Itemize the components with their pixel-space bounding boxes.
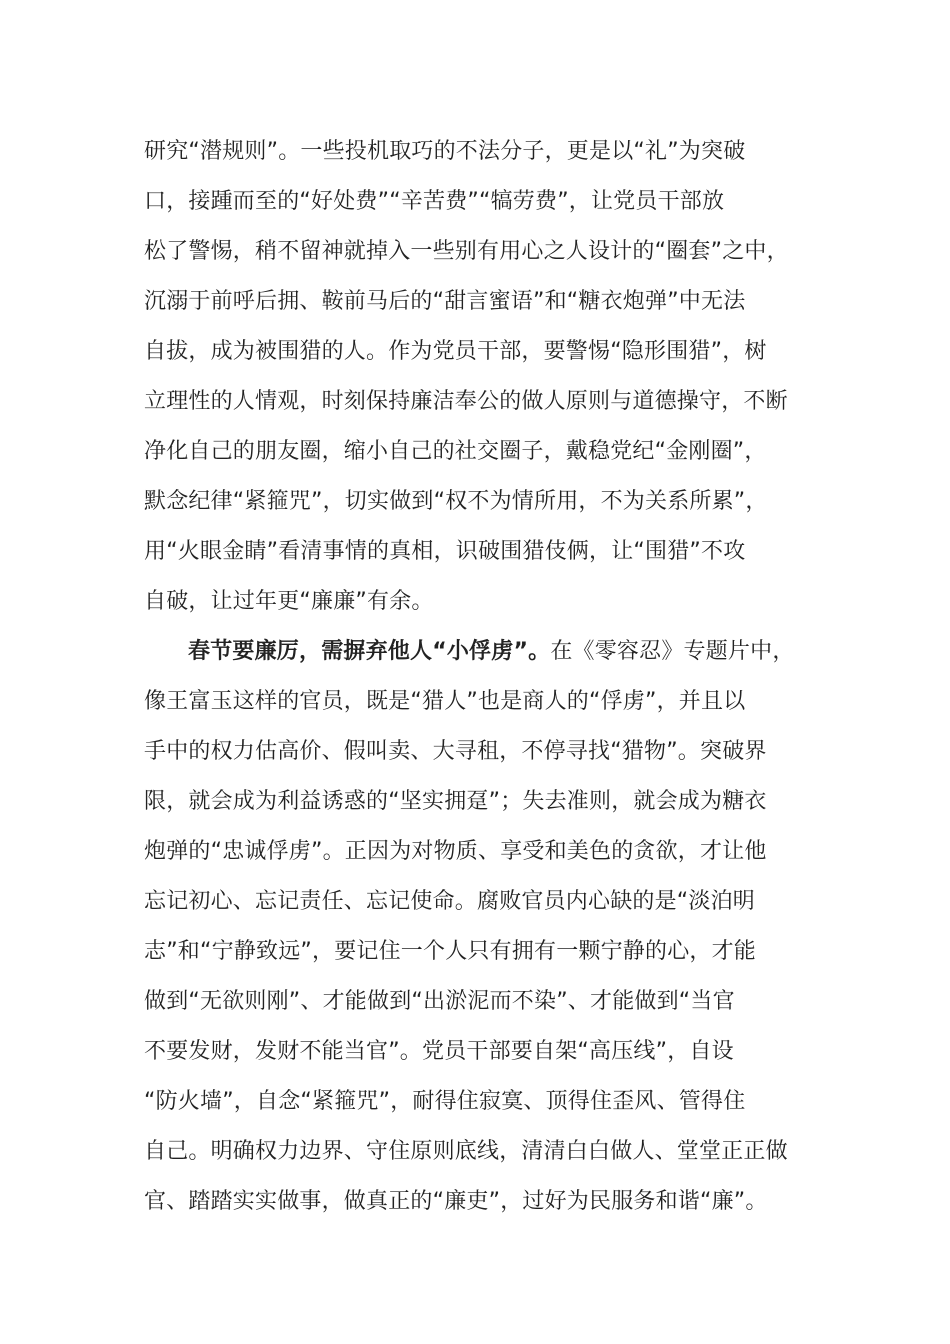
paragraph-line: 松了警惕，稍不留神就掉入一些别有用心之人设计的“圈套”之中， bbox=[144, 239, 789, 264]
paragraph-line: 自拔，成为被围猎的人。作为党员干部，要警惕“隐形围猎”，树 bbox=[144, 339, 767, 364]
paragraph-2 bbox=[144, 627, 824, 1227]
paragraph-line: 像王富玉这样的官员，既是“猎人”也是商人的“俘虏”，并且以 bbox=[144, 689, 746, 714]
paragraph-line: 研究“潜规则”。一些投机取巧的不法分子，更是以“礼”为突破 bbox=[144, 139, 746, 164]
paragraph-line: 做到“无欲则刚”、才能做到“出淤泥而不染”、才能做到“当官 bbox=[144, 989, 735, 1014]
paragraph-line: 官、踏踏实实做事，做真正的“廉吏”，过好为民服务和谐“廉”。 bbox=[144, 1189, 768, 1214]
paragraph-heading: 春节要廉厉，需摒弃他人“小俘虏”。 bbox=[188, 639, 551, 664]
paragraph-line: 忘记初心、忘记责任、忘记使命。腐败官员内心缺的是“淡泊明 bbox=[144, 889, 755, 914]
paragraph-line: 不要发财，发财不能当官”。党员干部要自架“高压线”，自设 bbox=[144, 1039, 734, 1064]
paragraph-first-line-text: 在《零容忍》专题片中， bbox=[550, 639, 795, 664]
paragraph-line: 净化自己的朋友圈，缩小自己的社交圈子，戴稳党纪“金刚圈”， bbox=[144, 439, 767, 464]
paragraph-line: 立理性的人情观，时刻保持廉洁奉公的做人原则与道德操守，不断 bbox=[144, 389, 788, 414]
paragraph-line: 默念纪律“紧箍咒”，切实做到“权不为情所用，不为关系所累”， bbox=[144, 489, 768, 514]
paragraph-line: 口，接踵而至的“好处费”“辛苦费”“犒劳费”，让党员干部放 bbox=[144, 189, 725, 214]
paragraph-line: 自破，让过年更“廉廉”有余。 bbox=[144, 589, 434, 614]
paragraph-line: 沉溺于前呼后拥、鞍前马后的“甜言蜜语”和“糖衣炮弹”中无法 bbox=[144, 289, 746, 314]
paragraph-line: 手中的权力估高价、假叫卖、大寻租，不停寻找“猎物”。突破界 bbox=[144, 739, 767, 764]
paragraph-line: 自己。明确权力边界、守住原则底线，清清白白做人、堂堂正正做 bbox=[144, 1139, 788, 1164]
document-body bbox=[144, 127, 824, 1227]
paragraph-line: 炮弹的“忠诚俘虏”。正因为对物质、享受和美色的贪欲，才让他 bbox=[144, 839, 767, 864]
paragraph-line: 限，就会成为利益诱惑的“坚实拥趸”；失去准则，就会成为糖衣 bbox=[144, 789, 767, 814]
paragraph-line: “防火墙”，自念“紧箍咒”，耐得住寂寞、顶得住歪风、管得住 bbox=[144, 1089, 746, 1114]
paragraph-first-line bbox=[144, 627, 824, 677]
paragraph-line: 志”和“宁静致远”，要记住一个人只有拥有一颗宁静的心，才能 bbox=[144, 939, 756, 964]
paragraph-line: 用“火眼金睛”看清事情的真相，识破围猎伎俩，让“围猎”不攻 bbox=[144, 539, 746, 564]
paragraph-1 bbox=[144, 127, 824, 627]
